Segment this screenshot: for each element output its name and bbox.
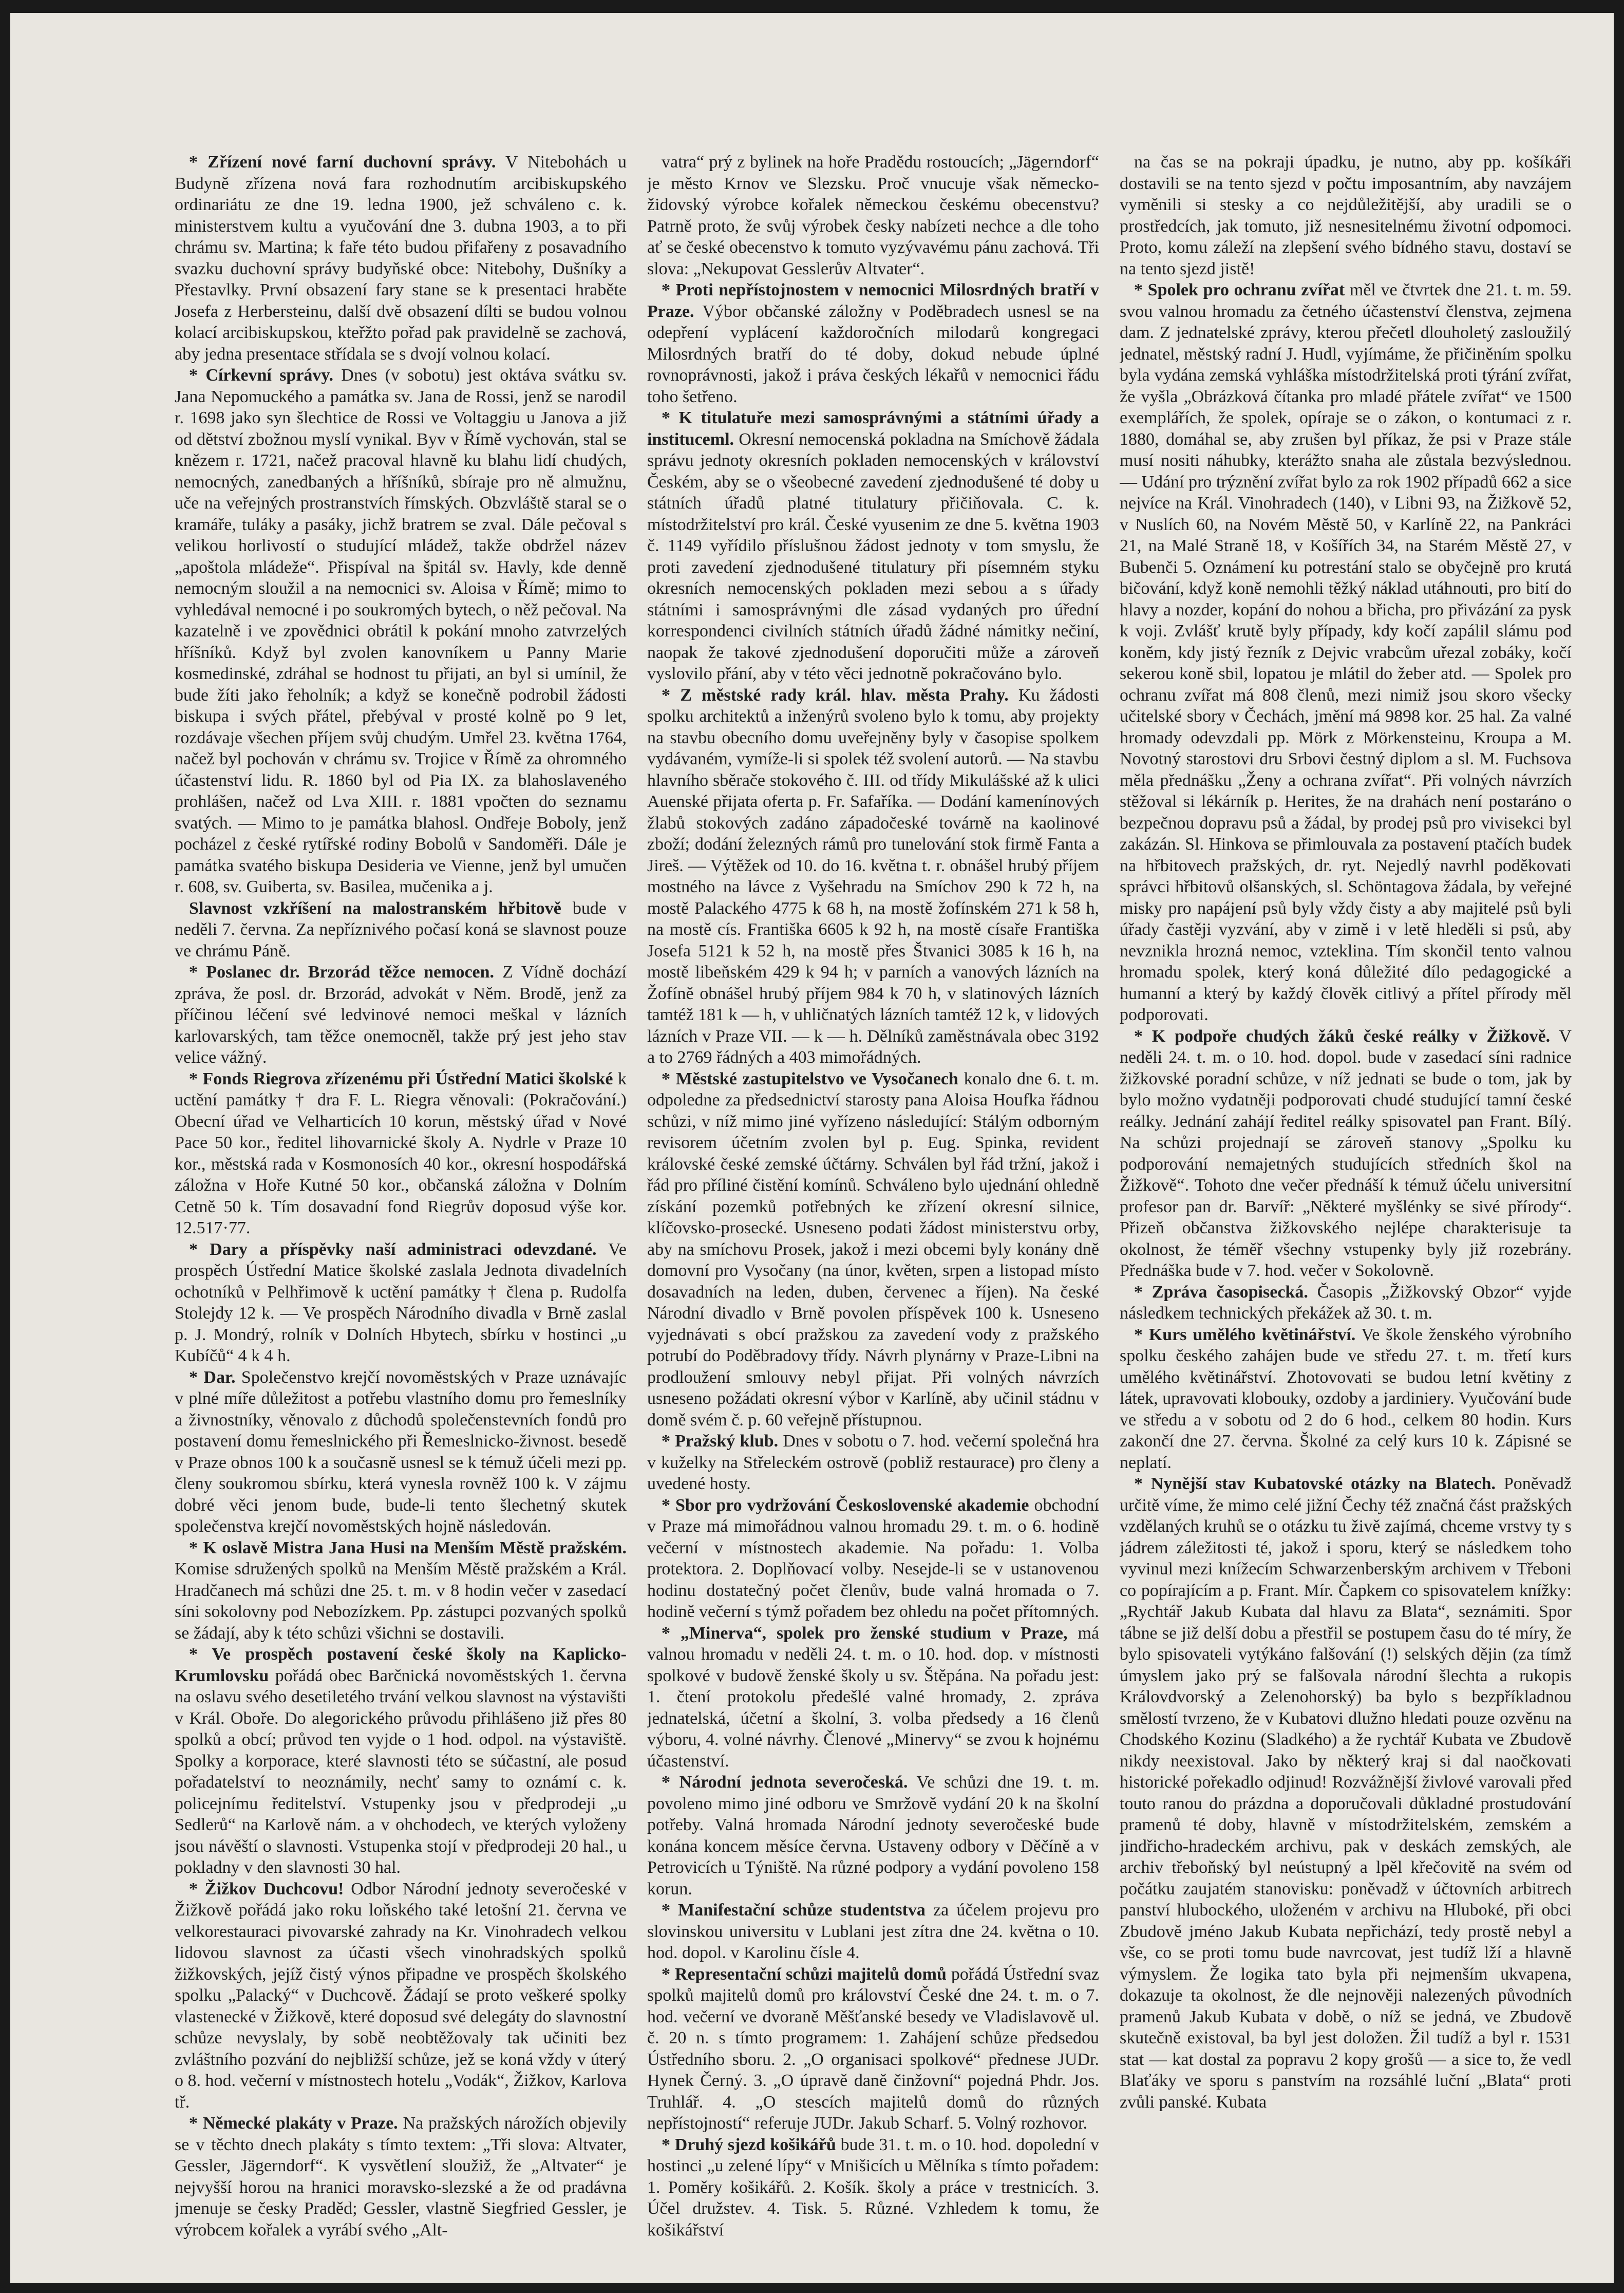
article-text: má valnou hromadu v neděli 24. t. m. o 10. hod. dop. v místnosti spolkové v budově ženské školy u sv. Štěpána. Na pořadu jest: 1. čtení protokolu předešlé valné hromady, 2. zpráva jednatelská, účetní a školní, 3. volba předsedy a 16 členů výboru, 4. volné návrhy. Členové „Minervy“ se zvou k hojnému účastenství. [647, 1623, 1099, 1771]
article [1120, 1473, 1572, 2113]
article-text: vatra“ prý z bylinek na hoře Pradědu rostoucích; „Jägerndorf“ je město Krnov ve Slezsku. Proč vnucuje však německo-židovský výrobce kořalek německou českému obecenstvu? Patrně proto, že svůj výrobek česky nabízeti nechce a dle toho ať se české obecenstvo k tomuto vyzývavému pánu zachová. Tři slova: „Nekupovat Gesslerův Altvater“. [647, 153, 1099, 278]
article-text: Ku žádosti spolku architektů a inženýrů svoleno bylo k tomu, aby projekty na stavbu obecního domu uveřejněny byly v časopise spolkem vydávaném, vymíže-li si spolek též svolení autorů. — Na stavbu hlavního sběrače stokového č. III. od třídy Mikulášské až k ulici Auenské přijata oferta p. Fr. Safaříka. — Dodání kamenínových žlabů stokových zadáno západočeské továrně na kaolinové zboží; dodání železných rámů pro tunelování stok firmě Fanta a Jireš. — Výtěžek od 10. do 16. května t. r. obnášel hrubý příjem mostného na lávce z Vyšehradu na Smíchov 290 k 72 h, na mostě Palackého 4775 k 68 h, na mostě žofínském 271 k 58 h, na mostě cís. Františka 6605 k 92 h, na mostě císaře Františka Josefa 5121 k 52 h, na mostě přes Štvanici 3085 k 16 h, na mostě libeňském 429 k 94 h; v parních a vanových lázních na Žofíně obnášel hrubý příjem 984 k 70 h, v slatinových lázních tamtéž 181 k — h, v uhličnatých lázních tamtéž 12 k, v lidových lázních v Praze VII. — k — h. Dělníků zaměstnávala obec 3192 a to 2769 řádných a 403 mimořádných. [647, 685, 1099, 1067]
article-heading: * Druhý sjezd košikářů [662, 2135, 836, 2154]
article [647, 2134, 1099, 2241]
article-heading: * Proti nepřístojnostem v nemocnici Milosrdných bratří v Praze. [647, 280, 1099, 321]
article [647, 1900, 1099, 1964]
article-heading: * Dar. [189, 1367, 236, 1387]
article [1120, 1324, 1572, 1474]
article [647, 152, 1099, 279]
article-heading: * Zpráva časopisecká. [1134, 1282, 1308, 1302]
article-text: konalo dne 6. t. m. odpoledne za předsednictví starosty pana Aloisa Houfka řádnou schůzi, v níž mimo jiné vyřízeno následující: Stálým odborným revisorem účetním zvolen byl p. Eug. Spinka, revident královské české zemské účtárny. Schválen byl řád tržní, jakož i řád pro příliné čistění komínů. Schváleno bylo ujednání ohledně získání pozemků potřebných ke zřízení okresní silnice, klíčovsko-prosecké. Usneseno podati žádost ministerstvu orby, aby na smíchovu Prosek, jakož i mezi obcemi byly konány dně domovní pro Vysočany (na únor, květen, srpen a listopad místo dosavadních na leden, duben, červenec a říjen). Na české Národní divadlo v Brně povolen příspěvek 100 k. Usneseno vyjednávati s obcí pražskou za zavedení vody z pražského potrubí do Poděbradovy třídy. Návrh plynárny v Praze-Libni na prodloužení smlouvy nebyl přijat. Při volných návrzích usneseno požádati okresní výbor v Karlíně, aby učinil stádnu v domě svém č. p. 60 veřejně přístupnou. [647, 1069, 1099, 1430]
article-heading: * Representační schůzi majitelů domů [662, 1964, 947, 1984]
article-heading: * Z městské rady král. hlav. města Prahy. [662, 685, 1009, 705]
article [647, 1068, 1099, 1431]
article [647, 1964, 1099, 2134]
article [175, 152, 627, 365]
article-heading: * Dary a příspěvky naší administraci odevzdané. [189, 1239, 597, 1259]
article-heading: * Národní jednota severočeská. [662, 1773, 908, 1792]
article [175, 1644, 627, 1878]
article-text: Okresní nemocenská pokladna na Smíchově žádala správu jednoty okresních pokladen nemocenských v království Českém, aby se o všeobecné zavedení zjednodušené té doby u státních úřadů platné titulatury přičiňovala. C. k. místodržitelství pro král. České vyusenim ze dne 5. května 1903 č. 1149 vyřídilo příslušnou žádost jednoty v tom smyslu, že proti zavedení zjednodušené titulatury při písemném styku okresních nemocenských pokladen mezi sebou a s úřady státními i samosprávnými dle zásad vydaných pro úřední korrespondenci civilních státních úřadů žádné námitky nečiní, naopak že takové zjednodušení doporučiti může a zároveň vyslovilo přání, aby v této věci jednotně pokračováno bylo. [647, 429, 1099, 683]
article [175, 1239, 627, 1367]
article-heading: * Nynější stav Kubatovské otázky na Blatech. [1134, 1474, 1496, 1493]
article [1120, 279, 1572, 1026]
column-2 [647, 152, 1099, 2252]
article-text: V Nitebohách u Budyně zřízena nová fara rozhodnutím arcibiskupského ordinariátu ze dne 19. ledna 1900, jež schváleno c. k. ministerstvem kultu a vyučování dne 3. dubna 1903, a to při chrámu sv. Martina; k faře této budou přifařeny z posavadního svazku duchovní správy budyňské obce: Nitebohy, Dušníky a Přestavlky. První obsazení fary stane se k presentaci hraběte Josefa z Herbersteinu, další dvě obsazení dílti se budou volnou kolací arcibiskupskou, kteřžto pořad pak pravidelně se zachová, aby jedna presentace střídala se s dvojí volnou kolací. [175, 153, 627, 364]
article-text: Odbor Národní jednoty severočeské v Žižkově pořádá jako roku loňského také letošní 21. června ve velkorestauraci pivovarské zahrady na Kr. Vinohradech velkou lidovou slavnost za účasti všech vinohradských spolků žižkovských, jejíž čistý výnos připadne ve prospěch školského spolku „Palacký“ v Duchcově. Žádají se proto veškeré spolky vlastenecké v Žižkově, které doposud své delegáty do slavnostní schůze nevyslaly, by sobě neobtěžovaly tak učiniti bez zvláštního pozvání do nejbližší schůze, jež se koná vždy v úterý o 8. hod. večerní v místnostech hotelu „Vodák“, Žižkov, Karlova tř. [175, 1879, 627, 2112]
article-text: za účelem projevu pro slovinskou universitu v Lublani jest zítra dne 24. května o 10. hod. dopol. v Karolinu čísle 4. [647, 1901, 1099, 1962]
article-text: Komise sdružených spolků na Menším Městě pražském a Král. Hradčanech má schůzi dne 25. t. m. v 8 hodin večer v zasedací síni sokolovny pod Nebozízkem. Pp. zástupci pozvaných spolků se žádají, aby k této schůzi všichni se dostavili. [175, 1559, 627, 1643]
article-text: pořádá Ústřední svaz spolků majitelů domů pro království České dne 24. t. m. o 7. hod. večerní ve dvoraně Měšťanské besedy ve Vladislavově ul. č. 20 n. s tímto programem: 1. Zahájení schůze předsedou Ústředního sboru. 2. „O organisaci spolkové“ přednese JUDr. Hynek Černý. 3. „O úpravě daně činžovní“ pojedná Phdr. Jos. Truhlář. 4. „O stescích majitelů domů do různých nepřístojností“ referuje JUDr. Jakub Scharf. 5. Volný rozhovor. [647, 1964, 1099, 2133]
article-text: Ve prospěch Ústřední Matice školské zaslala Jednota divadelních ochotníků v Pelhřimově k uctění památky † člena p. Rudolfa Stolejdy 12 k. — Ve prospěch Národního divadla v Brně zaslal p. J. Mondrý, rolník v Dolních Hbytech, sbírku v hostinci „u Kubíčů“ 4 k 4 h. [175, 1239, 627, 1365]
article-text: Ve škole ženského výrobního spolku českého zahájen bude ve středu 27. t. m. třetí kurs umělého květinářství. Zhotovovati se budou letní květiny z látek, upravovati klobouky, ozdoby a jardiniery. Vyučování bude ve středu a v sobotu od 2 do 6 hod., celkem 80 hodin. Kurs zakončí dne 27. června. Školné za celý kurs 10 k. Zápisné se neplatí. [1120, 1325, 1572, 1472]
article-text: obchodní v Praze má mimořádnou valnou hromadu 29. t. m. o 6. hodině večerní v místnostech akademie. Na pořadu: 1. Volba protektora. 2. Doplňovací volby. Nesejde-li se v ustanovenou hodinu dostatečný počet členův, bude valná hromada o 7. hodině večerní s týmž pořadem bez ohledu na počet přítomných. [647, 1495, 1099, 1621]
article [175, 365, 627, 898]
article-heading: * Manifestační schůze studentstva [662, 1901, 926, 1920]
article-heading: * K podpoře chudých žáků české reálky v Žižkově. [1134, 1026, 1551, 1046]
column-3 [1120, 152, 1572, 2252]
article-text: Poněvadž určitě víme, že mimo celé jižní Čechy též značná část pražských vzdělaných kruhů se o otázku tu živě zajímá, chceme vrstvy ty s jádrem záležitosti té, jakož i sporu, který se následkem toho vyvinul mezi knížecím Schwarzenberským archivem v Třeboni co popírajícím a p. Frant. Mír. Čapkem co spisovatelem knížky: „Rychtář Jakub Kubata dal hlavu za Blata“, seznámiti. Spor tábne se již delší dobu a přestřil se postupem času do té míry, že bylo spisovateli vytýkáno falšování (!) selských dějin (za tímž úmyslem jako prý se falšovala národní šlechta a rukopis Královdvorský a Zelenohorský) ba bylo s bezpříkladnou smělostí tvrzeno, že v Kubatovi dlužno hledati pouze ozvěnu na Chodského Kozinu (Sladkého) a že rychtář Kubata ve Zbudově nikdy neexistoval. Jako by některý kraj si dal naočkovati historické pořekadlo odjinud! Rozvážnější živlové varovali před touto ranou do prázdna a doporučovali důkladné prostudování pramenů té doby, hlavně v místodržitelském, zemském a jindřicho-hradeckém archivu, pak v deskách zemských, ale archiv třeboňský byl neústupný a lpěl křečovitě na svém od počátku zaujatém stanovisku: poněvadž v účtovních arbitrech panství hlubockého, uloženém v archivu na Hluboké, při obci Zbudově jméno Jakub Kubata nepřichází, tedy prostě nebyl a vše, co se proti tomu bude navrcovat, jest tudíž lží a hlavně výmyslem. Že logika tato byla při nejmenším ukvapena, dokazuje ta okolnost, že dle nejnověji nalezených původních pramenů Jakub Kubata v době, o níž se jedná, ve Zbudově skutečně existoval, ba byl jest doložen. Žil tudíž a byl r. 1531 stat — kat dostal za popravu 2 kopy grošů — a sice to, že vedl Blaťáky ve sporu s panstvím na rozsáhlé luční „Blata“ proti zvůli panské. Kubata [1120, 1474, 1572, 2112]
article [175, 962, 627, 1068]
article-text: pořádá obec Barčnická novoměstských 1. června na oslavu svého desetiletého trvání velkou slavnost na výstavišti v Král. Oboře. Do alegorického průvodu přihlášeno již přes 80 spolků a obcí; průvod ten vyjde o 1 hod. odpol. na výstaviště. Spolky a korporace, které slavnosti této se súčastní, ale posud pořadatelství to neoznámily, nechť samy to oznámí c. k. policejnímu ředitelství. Vstupenky jsou v předprodeji „u Sedlerů“ na Karlově nám. a v ohchodech, ve kterých vyloženy jsou návěští o slavnosti. Vstupenka stojí v předprodeji 20 hal., u pokladny v den slavnosti 30 hal. [175, 1666, 627, 1877]
article [647, 1772, 1099, 1900]
article-heading: * Kurs umělého květinářství. [1134, 1325, 1356, 1344]
article-heading: * Německé plakáty v Praze. [189, 2114, 398, 2133]
article-heading: * Městské zastupitelstvo ve Vysočanech [662, 1069, 958, 1088]
article [647, 279, 1099, 407]
article-heading: * Ve prospěch postavení české školy na Kaplicko-Krumlovsku [175, 1645, 627, 1685]
article-heading: * Fonds Riegrova zřízenému při Ústřední Matici školské [189, 1069, 613, 1088]
article-heading: * K titulatuře mezi samosprávnými a státními úřady a instituceml. [647, 408, 1099, 449]
article-text: Ve schůzi dne 19. t. m. povoleno mimo jiné odboru ve Smržově vydání 20 k na školní potřeby. Valná hromada Národní jednoty severočeské bude konána koncem měsíce června. Ustaveny odbory v Děčíně a v Petrovicích u Týniště. Na různé podpory a vydání povoleno 158 korun. [647, 1773, 1099, 1899]
article-heading: * „Minerva“, spolek pro ženské studium v Praze, [662, 1623, 1068, 1643]
article [175, 2113, 627, 2241]
article-text: V neděli 24. t. m. o 10. hod. dopol. bude v zasedací síni radnice žižkovské poradní schůze, v níž jednati se bude o tom, jak by bylo možno vydatněji podporovati chudé studující tamní české reálky. Jednání zahájí ředitel reálky spisovatel pan Frant. Bílý. Na schůzi projednají se zároveň stanovy „Spolku ku podporování nemajetných studujících středních škol na Žižkově“. Tohoto dne večer přednáší k témuž účelu universitní profesor pan dr. Barvíř: „Některé myšlénky se sivé přírody“. Přizeň občanstva žižkovského nejlépe charakterisuje ta okolnost, že téměř všechny vstupenky byly již rozebrány. Přednáška bude v 7. hod. večer v Sokolovně. [1120, 1026, 1572, 1280]
article-heading: * Církevní správy. [189, 366, 334, 385]
article-heading: * Spolek pro ochranu zvířat [1134, 280, 1345, 299]
article [1120, 152, 1572, 279]
article [1120, 1282, 1572, 1324]
article-heading: * Žižkov Duchcovu! [189, 1879, 344, 1899]
columns-container [175, 152, 1578, 2252]
article [647, 1495, 1099, 1623]
article [647, 407, 1099, 685]
article [175, 1367, 627, 1537]
article [647, 685, 1099, 1068]
article-text: Společenstvo krejčí novoměstských v Praze uznávajíc v plné míře důležitost a potřebu vlastního domu pro řemeslníky a živnostníky, věnovalo z důchodů společenstevních fondů pro postavení domu řemeslnického při Řemeslnicko-živnost. besedě v Praze obnos 100 k a současně usnesl se k témuž účeli mezi pp. členy soukromou sbírku, která vynesla rovněž 100 k. V zájmu dobré věci jenom bude, bude-li tento šlechetný skutek společenstva krejčí novoměstských hojně následován. [175, 1367, 627, 1536]
article [175, 1068, 627, 1239]
article-text: bude 31. t. m. o 10. hod. dopolední v hostinci „u zelené lípy“ v Mnišicích u Mělníka s tímto pořadem: 1. Poměry košikářů. 2. Košík. školy a práce v trestnicích. 3. Účel družstev. 4. Tisk. 5. Různé. Vzhledem k tomu, že košikářství [647, 2135, 1099, 2240]
article-heading: * Pražský klub. [662, 1432, 779, 1451]
newspaper-page [10, 13, 1614, 2283]
article-heading: * Poslanec dr. Brzorád těžce nemocen. [189, 963, 495, 982]
article-text: Časopis „Žižkovský Obzor“ vyjde následkem technických překážek až 30. t. m. [1120, 1282, 1572, 1323]
article-text: k uctění památky † dra F. L. Riegra věnovali: (Pokračování.) Obecní úřad ve Velharticích 10 korun, městský úřad v Nové Pace 50 kor., ředitel lihovarnické školy A. Nydrle v Praze 10 kor., městská rada v Kosmonosích 40 kor., okresní hospodářská záložna v Hoře Kutné 50 kor., občanská záložna v Dolním Cetně 50 k. Tím dosavadní fond Riegrův doposud výše kor. 12.517·77. [175, 1069, 627, 1237]
article-text: Z Vídně dochází zpráva, že posl. dr. Brzorád, advokát v Něm. Brodě, jenž za příčinou léčení své ledvinové nemoci meškal v lázních karlovarských, tam těžce onemocněl, takže prý jest jeho stav velice vážný. [175, 963, 627, 1067]
article [1120, 1026, 1572, 1282]
article-text: měl ve čtvrtek dne 21. t. m. 59. svou valnou hromadu za četného účastenství členstva, zejmena dam. Z jednatelské zprávy, kterou přečetl dlouholetý zasloužilý jednatel, městský radní J. Hudl, vyjímáme, že přičiněním spolku byla vydána zemská vyhláška místodržitelská proti týrání zvířat, že vyšla „Obrázková čítanka pro mladé přátele zvířat“ ve 1500 exemplářích, že spolek, opíraje se o zákon, o kontumaci z r. 1880, domáhal se, aby zrušen byl příkaz, že psi v Praze stále musí nositi náhubky, kterážto snaha ale zůstala bezvýslednou. — Udání pro trýznění zvířat bylo za rok 1902 případů 662 a sice nejvíce na Král. Vinohradech (140), v Libni 93, na Žižkově 52, v Nuslích 60, na Novém Městě 50, v Karlíně 22, na Pankráci 21, na Malé Straně 18, v Košířích 34, na Starém Městě 27, v Bubenči 5. Oznámení ku potrestání stalo se obyčejně pro krutá bičování, když koně nemohli těžký náklad utáhnouti, pro bití do hlavy a nozder, kopání do nohou a břicha, pro přivázání za pysk k voji. Zvlášť krutě byly případy, kdy kočí zapálil slámu pod koněm, kdy jistý řezník z Dejvic vrabcům uřezal zobáky, kočí sekerou koně sbil, lopatou je mlátil do žeber atd. — Spolek pro ochranu zvířat má 808 členů, mezi nimiž jsou skoro všecky učitelské sbory v Čechách, jmění má 9898 kor. 25 hal. Za valné hromady odevzdali pp. Mörk z Mörkensteinu, Kroupa a M. Novotný starostovi dru Srbovi čestný diplom a sl. M. Fuchsova měla přednášku „Ženy a ochrana zvířat“. Při volných návrzích stěžoval si lékárník p. Herites, že na drahách není postaráno o bezpečnou dopravu psů a žádal, by prodej psů pro vivisekci byl zakázán. Sl. Hinkova se přimlouvala za postavení ptačích budek na hřbitovech pražských, dr. ryt. Nejedlý navrhl poděkovati správci hřbitovů olšanských, sl. Schöntagova žádala, by veřejné misky pro napájení psů byly vždy čisty a aby majitelé psů byli úřady častěji vyzvání, aby v zimě i v letě hleděli si psů, aby nevznikla hrozná nemoc, vzteklina. Tím skončil tento valnou hromadu spolek, který koná důležité dílo pedagogické a humanní a který by každý člověk citlivý a přítel přírody měl podporovati. [1120, 280, 1572, 1024]
article-heading: * Sbor pro vydržování Československé akademie [662, 1495, 1029, 1515]
article-text: Na pražských nárožích objevily se v těchto dnech plakáty s tímto textem: „Tři slova: Altvater, Gessler, Jägerndorf“. K vysvětlení sloužiž, že „Altvater“ je nejvyšší horou na hranici moravsko-slezské a že od pradávna jmenuje se česky Praděd; Gessler, vlastně Siegfried Gessler, je výrobcem kořalek a vyrábí svého „Alt- [175, 2114, 627, 2240]
article-text: na čas se na pokraji úpadku, je nutno, aby pp. košíkáři dostavili se na tento sjezd v počtu imposantním, aby navzájem vyměnili si stesky a co nejdůležitější, aby uradili se o prostředcích, jak tomuto, již nesnesitelnému životní odpomoci. Proto, komu záleží na zlepšení svého bídného stavu, dostaví se na tento sjezd jistě! [1120, 153, 1572, 278]
article-heading: * K oslavě Mistra Jana Husi na Menším Městě pražském. [189, 1538, 627, 1557]
article-text: Dnes (v sobotu) jest oktáva svátku sv. Jana Nepomuckého a památka sv. Jana de Rossi, jenž se narodil r. 1698 jako syn šlechtice de Rossi ve Voltaggiu u Janova a již od dětství zbožnou myslí vynikal. Byv v Římě vychován, stal se knězem r. 1721, načež pracoval hlavně ku blahu lidí chudých, nemocných, zanedbaných a hříšníků, sbíraje pro ně almužnu, uče na veřejných prostranstvích římských. Obzvláště staral se o kramáře, tuláky a pasáky, jichž bratrem se zval. Dále pečoval s velikou horlivostí o studující mládež, takže obdržel název „apoštola mládeže“. Přispíval na špitál sv. Havly, kde denně nemocným sloužil a na nemocnici sv. Aloisa v Římě; mimo to vyhledával nemocné i po soukromých bytech, o něž pečoval. Na kazatelně i ve zpovědnici obrátil k pokání mnoho zatvrzelých hříšníků. Když byl zvolen kanovníkem u Panny Marie kosmedinské, zdráhal se hodnost tu přijati, an byl si umínil, že bude žíti jako řeholník; a když se konečně podrobil žádosti biskupa i svých přátel, přebýval v prosté kolně po 9 let, rozdávaje všechen příjem svůj chudým. Umřel 23. května 1764, načež byl pochován v chrámu sv. Trojice v Římě za ohromného účastenství lidu. R. 1860 byl od Pia IX. za blahoslaveného prohlášen, načež od Lva XIII. r. 1881 vpočten do seznamu svatých. — Mimo to je památka blahosl. Ondřeje Boboly, jenž pocházel z české rytířské rodiny Bobolů v Sandoměři. Dále je památka svatého biskupa Desideria ve Vienne, jenž byl umučen r. 608, sv. Guiberta, sv. Basilea, mučenika a j. [175, 366, 627, 896]
article-text: Dnes v sobotu o 7. hod. večerní společná hra v kuželky na Střeleckém ostrově (pobliž restaurace) pro členy a uvedené hosty. [647, 1432, 1099, 1493]
column-1 [175, 152, 627, 2252]
article [175, 898, 627, 962]
article [175, 1537, 627, 1644]
article [175, 1878, 627, 2113]
article-heading: * Zřízení nové farní duchovní správy. [189, 153, 496, 172]
article-text: Výbor občanské záložny v Poděbradech usnesl se na odepření vyplácení každoročních milodarů kongregaci Milosrdných bratří do té doby, dokud nebude úplné rovnoprávnosti, jakož i práva českých lékařů v nemocnici řádu toho šetřeno. [647, 302, 1099, 406]
article-text: bude v neděli 7. června. Za nepříznivého počasí koná se slavnost pouze ve chrámu Páně. [175, 898, 627, 961]
article [647, 1623, 1099, 1772]
article [647, 1431, 1099, 1495]
article-heading: Slavnost vzkříšení na malostranském hřbitově [189, 898, 561, 918]
